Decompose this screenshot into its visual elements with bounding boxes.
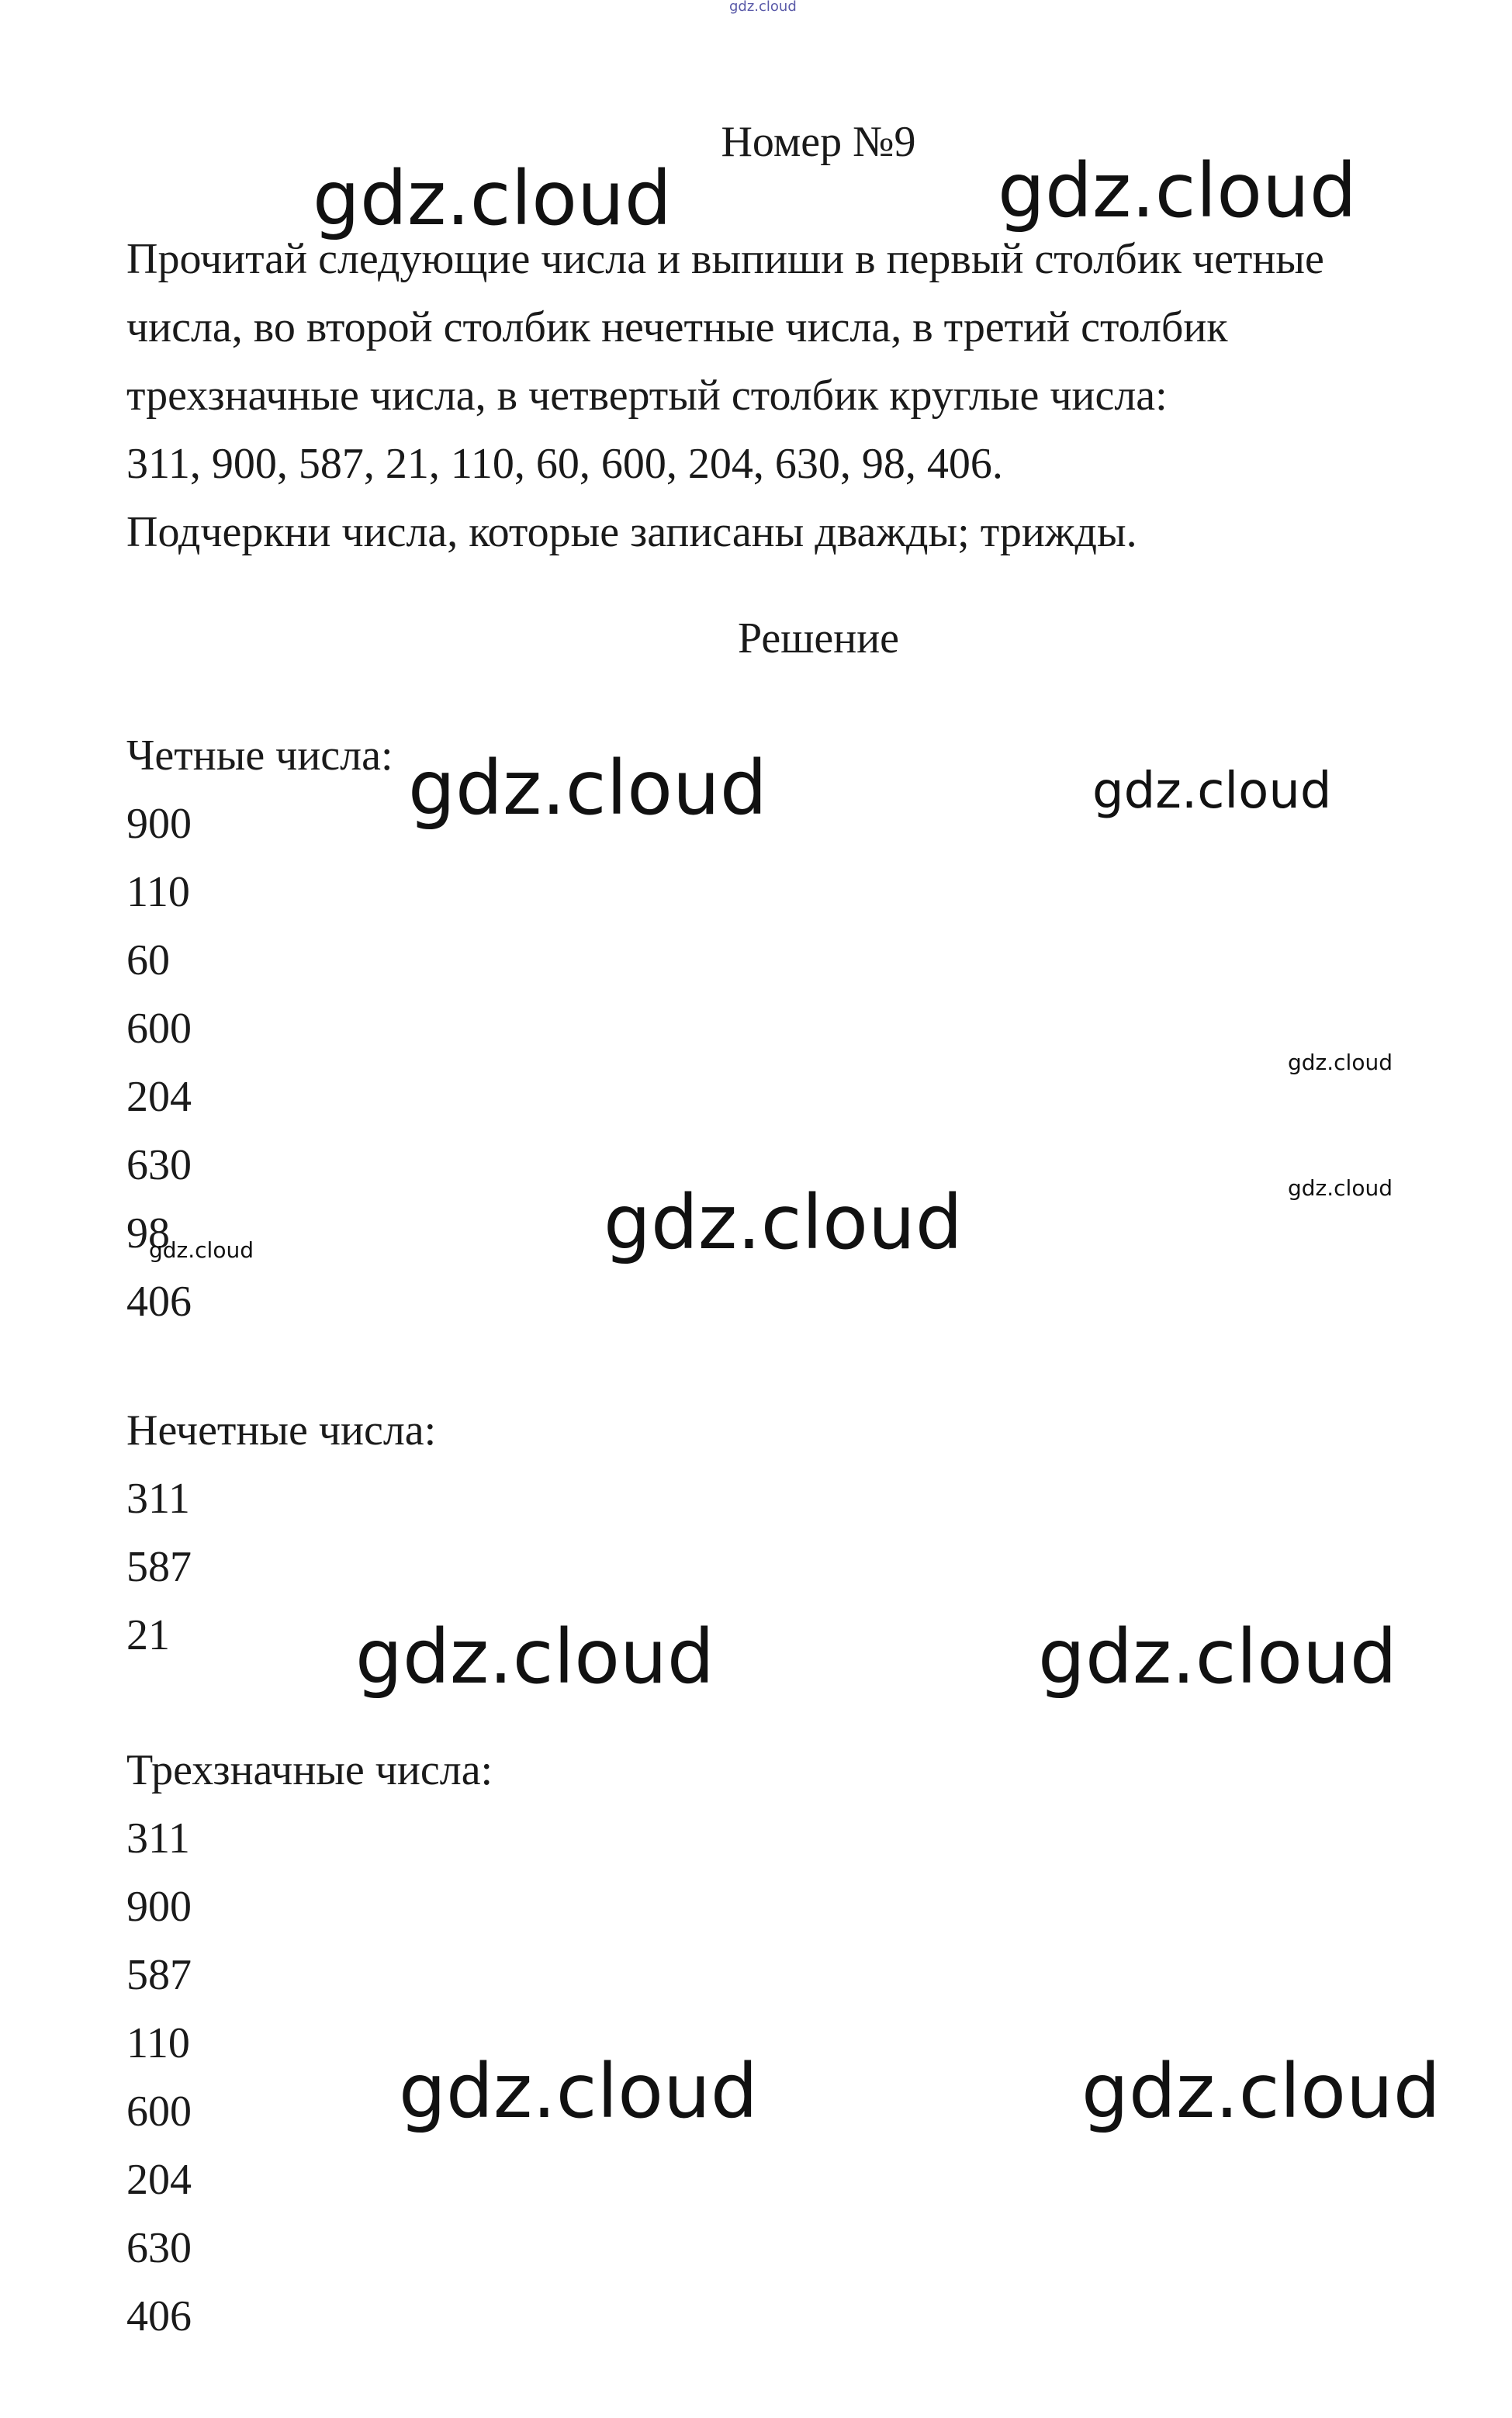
section-heading: Нечетные числа: bbox=[126, 1406, 437, 1455]
watermark: gdz.cloud bbox=[1288, 1050, 1393, 1075]
watermark: gdz.cloud bbox=[1038, 1614, 1397, 1700]
number-item: 630 bbox=[126, 1141, 192, 1189]
number-item: 204 bbox=[126, 2156, 192, 2204]
number-item: 630 bbox=[126, 2224, 192, 2272]
number-item: 406 bbox=[126, 1278, 192, 1326]
number-item: 900 bbox=[126, 800, 192, 848]
watermark: gdz.cloud bbox=[1092, 763, 1332, 820]
number-item: 587 bbox=[126, 1951, 192, 1999]
watermark: gdz.cloud bbox=[729, 0, 797, 15]
watermark: gdz.cloud bbox=[399, 2048, 758, 2135]
solution-title: Решение bbox=[737, 614, 900, 662]
watermark: gdz.cloud bbox=[313, 155, 672, 242]
page-title: Номер №9 bbox=[721, 118, 916, 166]
number-item: 98 bbox=[126, 1209, 170, 1257]
number-item: 311 bbox=[126, 1475, 190, 1523]
three-digit-numbers-section bbox=[126, 1736, 493, 2351]
number-item: 600 bbox=[126, 1005, 192, 1053]
section-heading: Четные числа: bbox=[126, 732, 393, 780]
watermark: gdz.cloud bbox=[149, 1237, 254, 1263]
number-item: 600 bbox=[126, 2088, 192, 2136]
task-line: Прочитай следующие числа и выпиши в первый столбик четные bbox=[126, 235, 1324, 283]
task-line: Подчеркни числа, которые записаны дважды; трижды. bbox=[126, 508, 1137, 556]
section-heading: Трехзначные числа: bbox=[126, 1746, 493, 1794]
number-item: 406 bbox=[126, 2292, 192, 2340]
task-line: трехзначные числа, в четвертый столбик круглые числа: bbox=[126, 372, 1168, 420]
task-text bbox=[126, 225, 1461, 566]
number-item: 21 bbox=[126, 1611, 170, 1659]
watermark: gdz.cloud bbox=[1288, 1175, 1393, 1201]
number-item: 311 bbox=[126, 1814, 190, 1863]
number-item: 204 bbox=[126, 1073, 192, 1121]
watermark: gdz.cloud bbox=[408, 745, 767, 832]
task-line: 311, 900, 587, 21, 110, 60, 600, 204, 630, 98, 406. bbox=[126, 440, 1003, 488]
watermark: gdz.cloud bbox=[998, 147, 1357, 234]
number-item: 587 bbox=[126, 1543, 192, 1591]
watermark: gdz.cloud bbox=[355, 1614, 714, 1700]
watermark: gdz.cloud bbox=[604, 1179, 963, 1266]
number-item: 60 bbox=[126, 936, 170, 984]
number-item: 900 bbox=[126, 1883, 192, 1931]
number-item: 110 bbox=[126, 868, 190, 916]
watermark: gdz.cloud bbox=[1081, 2048, 1441, 2135]
number-item: 110 bbox=[126, 2019, 190, 2067]
task-line: числа, во второй столбик нечетные числа, в третий столбик bbox=[126, 303, 1228, 351]
